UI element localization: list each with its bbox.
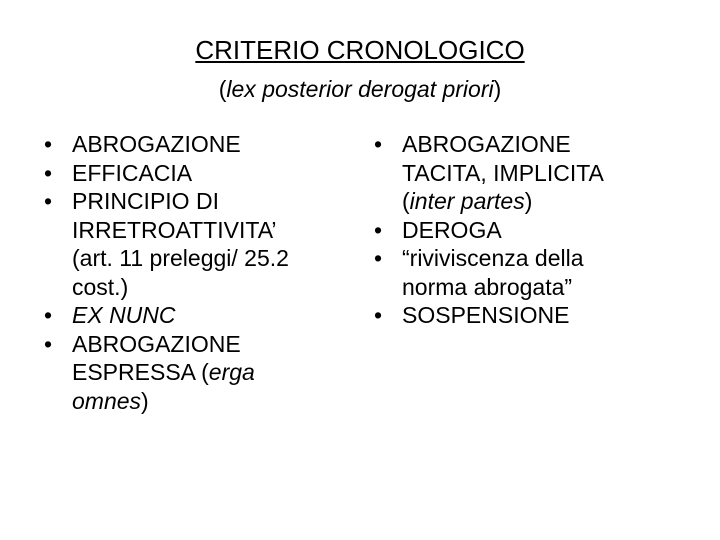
list-item-abrogazione-tacita: • ABROGAZIONE TACITA, IMPLICITA (inter partes): [374, 131, 604, 214]
list-item-ex-nunc: • EX NUNC: [44, 302, 176, 328]
list-item-riviviscenza: • “riviviscenza della norma abrogata”: [374, 245, 584, 300]
list-item-sospensione: • SOSPENSIONE: [374, 302, 570, 328]
list-item-deroga: • DEROGA: [374, 216, 502, 243]
bullet-icon: •: [44, 159, 53, 186]
bullet-icon: •: [44, 330, 53, 357]
slide-subtitle: (lex posterior derogat priori): [218, 76, 502, 102]
list-item-abrogazione: • ABROGAZIONE: [44, 131, 241, 157]
right-bullet-list: [374, 130, 694, 330]
bullet-icon: •: [374, 245, 383, 271]
list-item-principio-irretroattivita: • PRINCIPIO DI IRRETROATTIVITA’ (art. 11 preleggi/ 25.2 cost.): [44, 188, 289, 300]
bullet-icon: •: [374, 302, 383, 328]
slide-title: CRITERIO CRONOLOGICO: [195, 35, 525, 65]
bullet-icon: •: [44, 188, 53, 214]
list-item-abrogazione-espressa: • ABROGAZIONE ESPRESSA (erga omnes): [44, 330, 255, 414]
bullet-icon: •: [374, 131, 383, 157]
bullet-icon: •: [44, 131, 53, 157]
bullet-icon: •: [374, 216, 383, 243]
list-item-efficacia: • EFFICACIA: [44, 159, 193, 186]
left-bullet-list: [44, 130, 364, 415]
bullet-icon: •: [44, 302, 53, 328]
